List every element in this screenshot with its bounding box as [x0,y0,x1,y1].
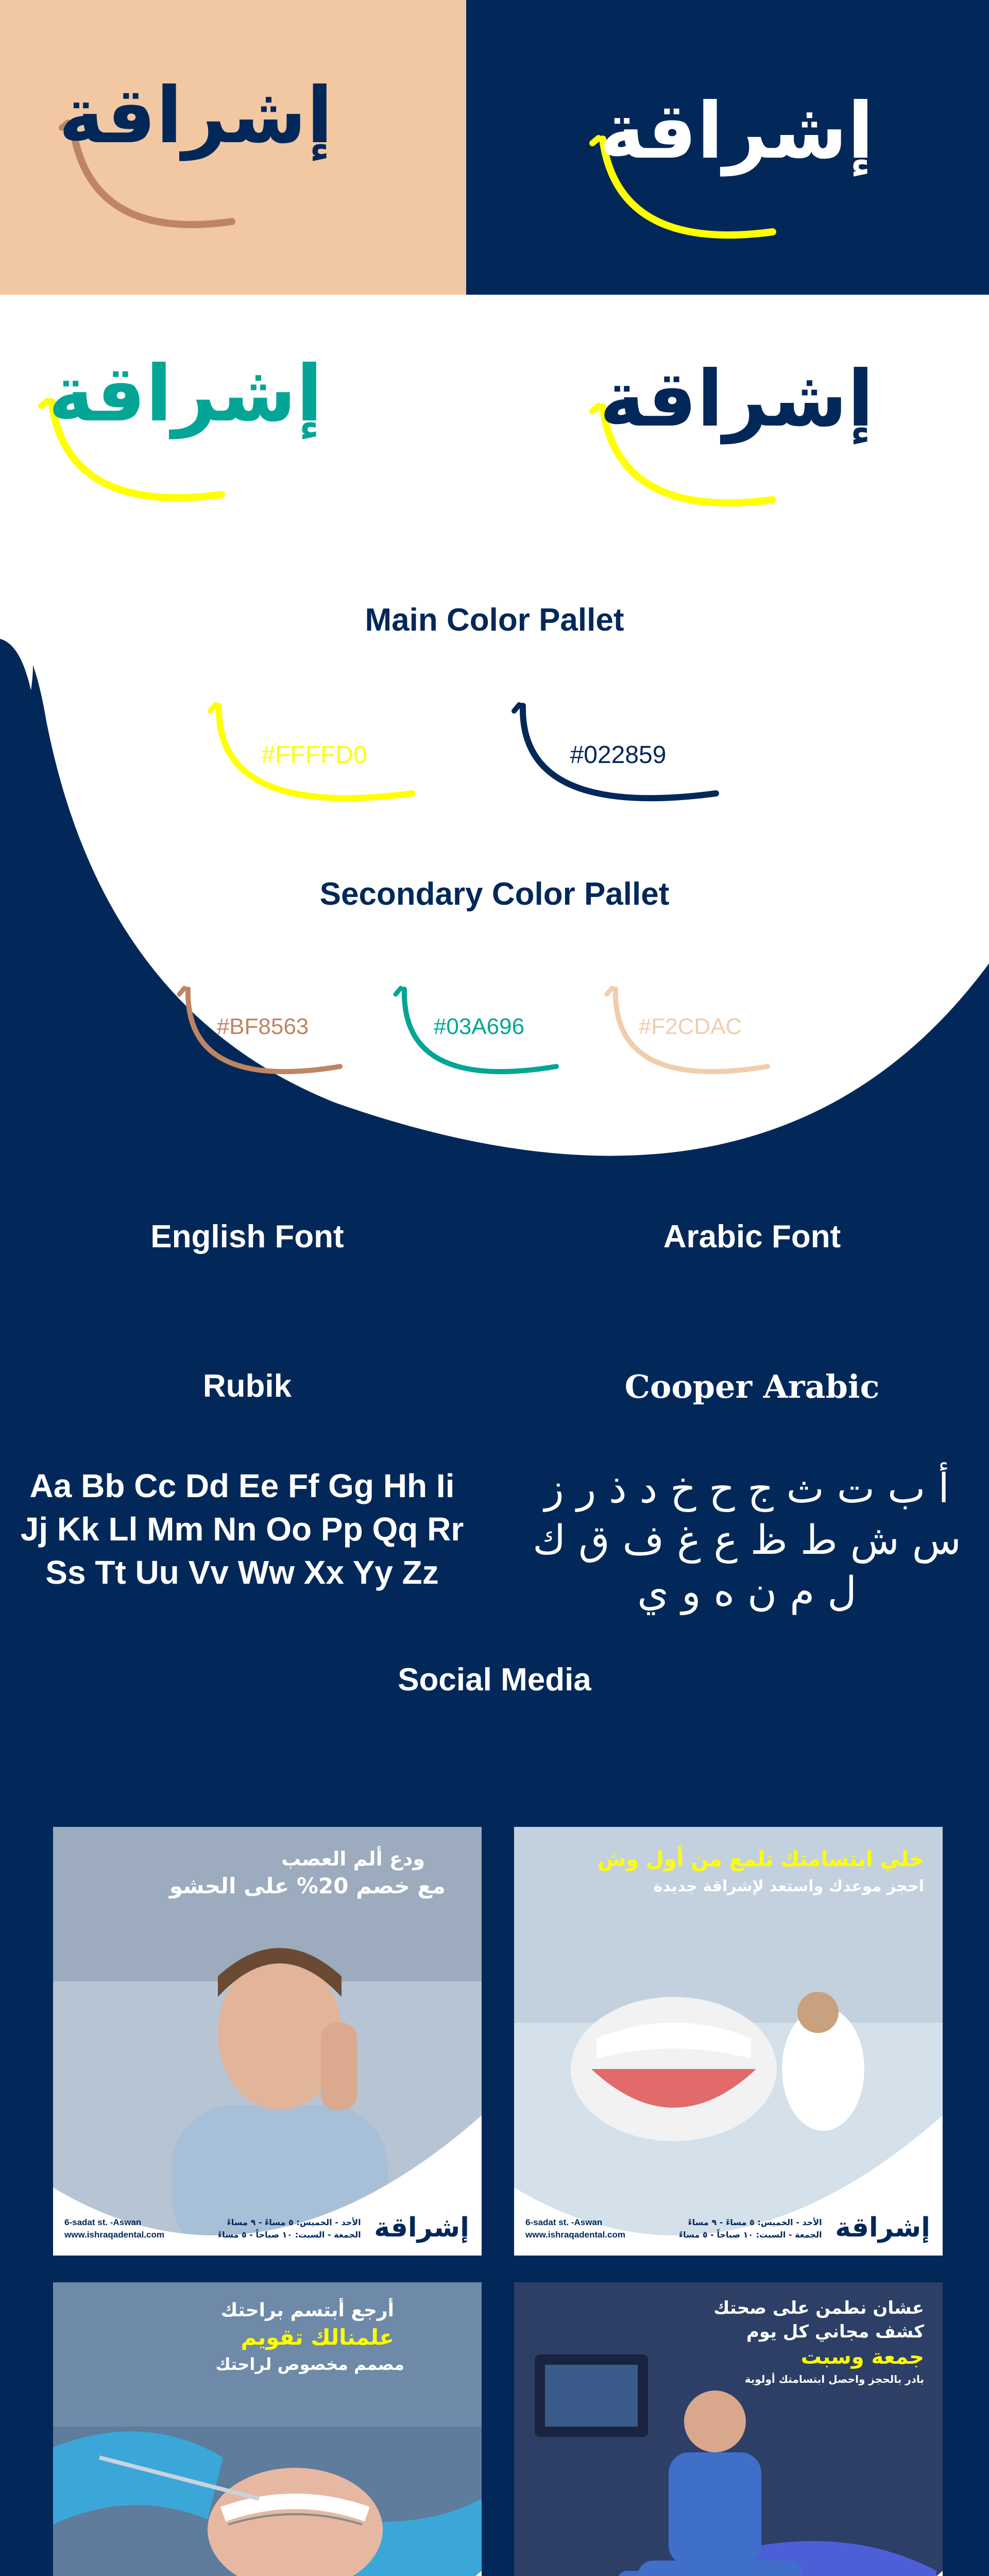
alphabet-line: Aa Bb Cc Dd Ee Ff Gg Hh Ii [29,1467,455,1504]
arabic-font-heading: Arabic Font [663,1219,841,1255]
social-post-card [514,2282,943,2576]
post-subheadline: مصمم مخصوص لراحتك [215,2354,404,2374]
post-logo: إشراقة [374,2212,469,2243]
brand-wordmark: إشراقة [599,354,874,444]
social-post-card [53,1827,482,2256]
alphabet-line: أ ب ت ث ج ح خ د ذ ر ز [544,1466,949,1512]
brand-logo-navy-on-peach [41,67,350,232]
alphabet-line: ل م ن ه و ي [637,1569,857,1615]
brand-logo-white-on-navy [582,82,891,247]
arabic-alphabet-sample [515,1463,979,1618]
brand-wordmark: إشراقة [599,87,874,176]
post-subheadline: كشف مجاني كل يوم [746,2321,924,2342]
secondary-palette-heading: Secondary Color Pallet [319,876,670,912]
swatch-hex-label: #022859 [570,741,667,769]
brand-wordmark: إشراقة [48,349,323,439]
english-alphabet-sample [10,1464,474,1594]
footer-website: www.ishraqadental.com [525,2230,625,2240]
footer-hours-line: الأحد - الخميس: ٥ مساءً - ٩ مساءً [227,2217,361,2227]
brand-logo-navy-on-white [582,350,891,515]
swatch-hex-label: #F2CDAC [638,1014,742,1039]
arabic-font-name: Cooper Arabic [624,1368,880,1405]
footer-hours-line: الجمعة - السبت: ١٠ صباحاً - ٥ مساءً [218,2230,361,2240]
footer-address: 6-sadat st. -Aswan [525,2217,603,2227]
post-note: بادر بالحجز واحصل ابتسامتك أولوية [744,2373,924,2385]
post-highlight: علمنالك تقويم [241,2325,394,2350]
post-headline: أرجع أبتسم براحتك [220,2300,394,2321]
post-headline: عشان نطمن على صحتك [713,2298,924,2318]
swatch-secondary-teal [391,974,567,1128]
footer-website: www.ishraqadental.com [64,2230,164,2240]
footer-hours-line: الجمعة - السبت: ١٠ صباحاً - ٥ مساءً [679,2230,822,2240]
brand-logo-teal-on-white [31,350,340,515]
social-post-card [514,1827,943,2256]
brand-wordmark: إشراقة [58,71,333,161]
swatch-hex-label: #03A696 [433,1014,525,1039]
alphabet-line: Ss Tt Uu Vv Ww Xx Yy Zz [45,1554,439,1591]
post-logo: إشراقة [835,2212,930,2243]
alphabet-line: س ش ط ظ ع غ ف ق ك [533,1517,961,1564]
english-font-name: Rubik [202,1368,292,1404]
post-subheadline: احجز موعدك واستعد لإشراقة جديدة [653,1877,924,1895]
swatch-main-yellow [206,690,422,845]
post-highlight: جمعة وسبت [800,2345,924,2369]
post-footer-hours [679,2216,822,2241]
social-media-heading: Social Media [398,1662,591,1698]
footer-address: 6-sadat st. -Aswan [64,2217,142,2227]
swatch-main-navy [510,690,726,845]
main-palette-heading: Main Color Pallet [365,602,624,638]
social-post-card [53,2282,482,2576]
post-headline: خلي ابتسامتك تلمع من أول وش [598,1848,924,1871]
post-subheadline: مع خصم 20% على الحشو [169,1873,446,1899]
post-footer-hours [218,2216,361,2241]
swatch-secondary-brown [175,974,350,1128]
alphabet-line: Jj Kk Ll Mm Nn Oo Pp Qq Rr [20,1511,464,1548]
post-headline: ودع ألم العصب [281,1848,425,1870]
english-font-heading: English Font [150,1219,344,1255]
swatch-hex-label: #FFFFD0 [261,741,367,769]
footer-hours-line: الأحد - الخميس: ٥ مساءً - ٩ مساءً [688,2217,822,2227]
swatch-hex-label: #BF8563 [216,1014,309,1039]
post-footer-contact [64,2216,164,2241]
swatch-secondary-light-peach [603,974,778,1128]
post-footer-contact [525,2216,625,2241]
